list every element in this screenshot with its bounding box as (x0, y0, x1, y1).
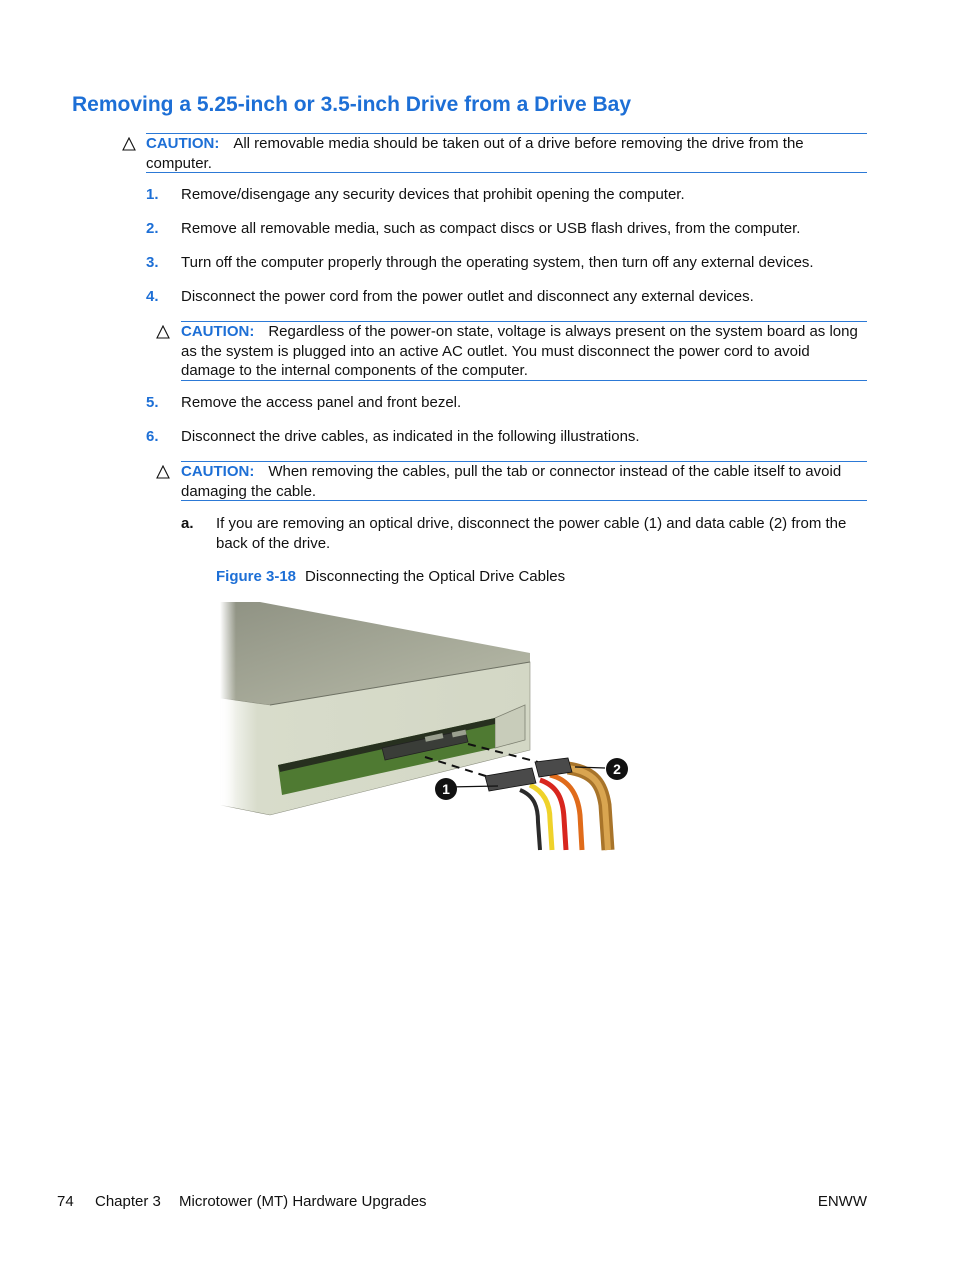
step-number: 1. (146, 186, 159, 203)
caution-power (181, 321, 867, 381)
caution-label: CAUTION: (181, 463, 255, 480)
caution-triangle-icon (122, 137, 136, 151)
figure-number: Figure 3-18 (216, 568, 297, 585)
step-text: Turn off the computer properly through the operating system, then turn off any external devices. (181, 254, 814, 271)
step-number: 4. (146, 288, 159, 305)
step-text: Remove/disengage any security devices that prohibit opening the computer. (181, 186, 685, 203)
step-number: 2. (146, 220, 159, 237)
step-number: 6. (146, 428, 159, 445)
substep-letter: a. (181, 515, 194, 532)
step-text: Remove the access panel and front bezel. (181, 394, 462, 411)
caution-cables (181, 461, 867, 501)
step-number: 5. (146, 394, 159, 411)
caution-removable-media (146, 133, 867, 173)
step-text: Disconnect the drive cables, as indicated in the following illustrations. (181, 428, 640, 445)
footer-chapter: Chapter 3 (95, 1193, 161, 1210)
caution-text: Regardless of the power-on state, voltage is always present on the system board as long as the system is plugged into an active AC outlet. You must disconnect the power cord to avoid damage to the internal components of the computer. (181, 323, 858, 379)
step-text: Remove all removable media, such as compact discs or USB flash drives, from the computer. (181, 220, 801, 237)
step-number: 3. (146, 254, 159, 271)
data-cable (568, 768, 608, 850)
footer-chapter-title: Microtower (MT) Hardware Upgrades (179, 1193, 427, 1210)
caution-label: CAUTION: (181, 323, 255, 340)
callout-1-label: 1 (442, 781, 450, 797)
footer-doc-code: ENWW (817, 1193, 867, 1210)
caution-text: When removing the cables, pull the tab or connector instead of the cable itself to avoid damaging the cable. (181, 463, 842, 500)
section-heading: Removing a 5.25-inch or 3.5-inch Drive from a Drive Bay (72, 93, 632, 116)
callout-2-label: 2 (613, 761, 621, 777)
figure-title: Disconnecting the Optical Drive Cables (305, 568, 566, 585)
footer-page-number: 74 (57, 1193, 74, 1210)
figure-caption (216, 567, 565, 587)
caution-text: All removable media should be taken out of a drive before removing the drive from the computer. (146, 135, 804, 172)
caution-label: CAUTION: (146, 135, 220, 152)
optical-drive-cables-illustration (220, 600, 640, 855)
caution-triangle-icon (156, 325, 170, 339)
substep-text: If you are removing an optical drive, disconnect the power cable (1) and data cable (2) from the back of the drive. (216, 515, 847, 552)
power-cable-connector (485, 768, 536, 791)
step-text: Disconnect the power cord from the power outlet and disconnect any external devices. (181, 288, 754, 305)
data-cable-connector (535, 758, 572, 777)
caution-triangle-icon (156, 465, 170, 479)
